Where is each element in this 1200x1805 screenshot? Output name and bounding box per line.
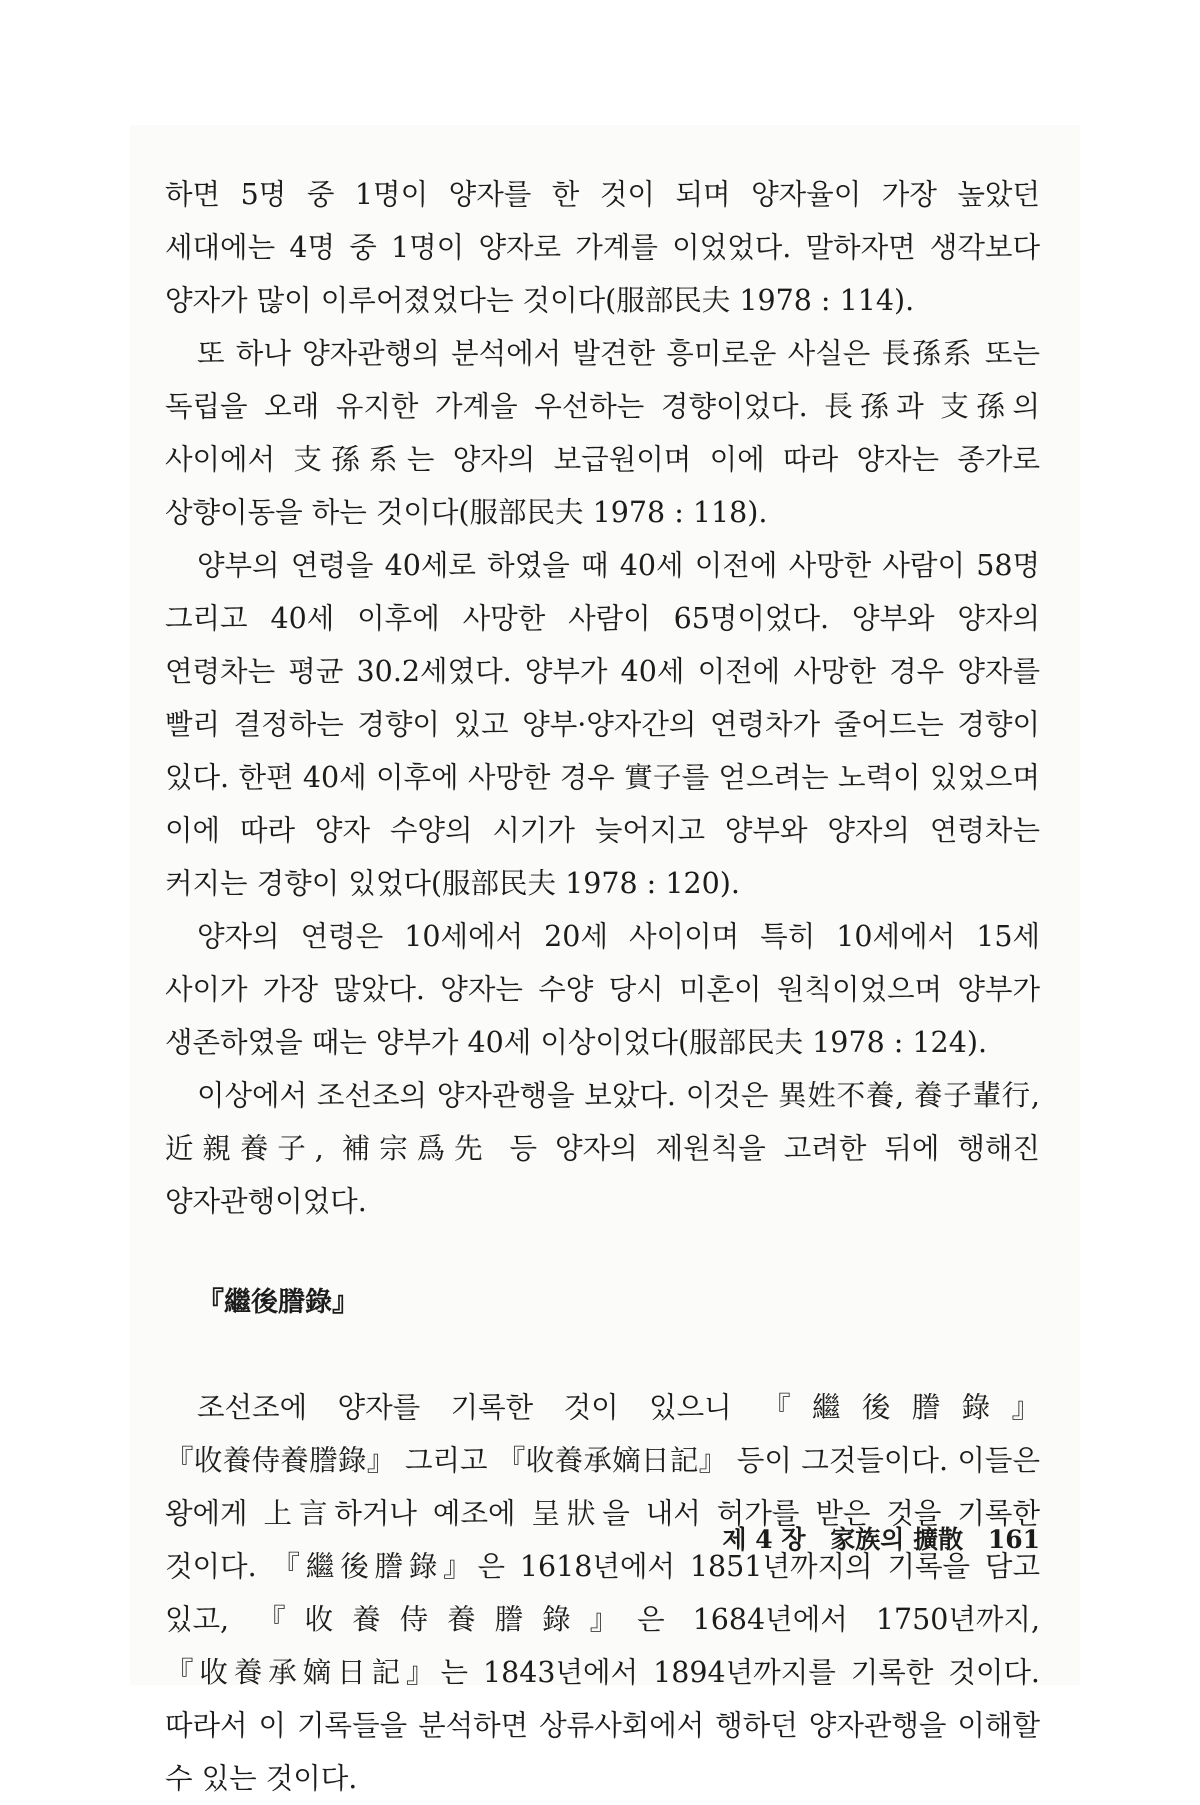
chapter-title: 家族의 擴散 xyxy=(830,1525,964,1554)
section-heading: 『繼後謄錄』 xyxy=(197,1287,359,1318)
body-text xyxy=(165,168,1040,1805)
chapter-label: 제 4 장 xyxy=(722,1525,806,1554)
page-footer xyxy=(706,1520,1040,1556)
paragraph-3: 양부의 연령을 40세로 하였을 때 40세 이전에 사망한 사람이 58명 그리고 40세 이후에 사망한 사람이 65명이었다. 양부와 양자의 연령차는 평균 30.2세였다. 양부가 40세 이전에 사망한 경우 양자를 빨리 결정하는 경향이 있고 양부·양자간의 연령차가 줄어드는 경향이 있다. 한편 40세 이후에 사망한 경우 實子를 얻으려는 노력이 있었으며 이에 따라 양자 수양의 시기가 늦어지고 양부와 양자의 연령차는 커지는 경향이 있었다(服部民夫 1978 : 120). xyxy=(165,549,1040,900)
section-paragraph: 조선조에 양자를 기록한 것이 있으니 『繼後謄錄』 『收養侍養謄錄』 그리고 『收養承嫡日記』 등이 그것들이다. 이들은 왕에게 上言하거나 예조에 呈狀을 내서 허가를 받은 것을 기록한 것이다. 『繼後謄錄』은 1618년에서 1851년까지의 기록을 담고 있고, 『收養侍養謄錄』은 1684년에서 1750년까지, 『收養承嫡日記』는 1843년에서 1894년까지를 기록한 것이다. 따라서 이 기록들을 분석하면 상류사회에서 행하던 양자관행을 이해할 수 있는 것이다. xyxy=(165,1391,1040,1795)
paragraph-1: 하면 5명 중 1명이 양자를 한 것이 되며 양자율이 가장 높았던 세대에는 4명 중 1명이 양자로 가계를 이었었다. 말하자면 생각보다 양자가 많이 이루어졌었다는 것이다(服部民夫 1978 : 114). xyxy=(165,178,1040,317)
paragraph-2: 또 하나 양자관행의 분석에서 발견한 흥미로운 사실은 長孫系 또는 독립을 오래 유지한 가계을 우선하는 경향이었다. 長孫과 支孫의 사이에서 支孫系는 양자의 보급원이며 이에 따라 양자는 종가로 상향이동을 하는 것이다(服部民夫 1978 : 118). xyxy=(165,337,1040,529)
paragraph-5: 이상에서 조선조의 양자관행을 보았다. 이것은 異姓不養, 養子輩行, 近親養子, 補宗爲先 등 양자의 제원칙을 고려한 뒤에 행해진 양자관행이었다. xyxy=(165,1079,1040,1218)
paragraph-4: 양자의 연령은 10세에서 20세 사이이며 특히 10세에서 15세 사이가 가장 많았다. 양자는 수양 당시 미혼이 원칙이었으며 양부가 생존하였을 때는 양부가 40세 이상이었다(服部民夫 1978 : 124). xyxy=(165,920,1040,1059)
page-number: 161 xyxy=(987,1525,1040,1554)
